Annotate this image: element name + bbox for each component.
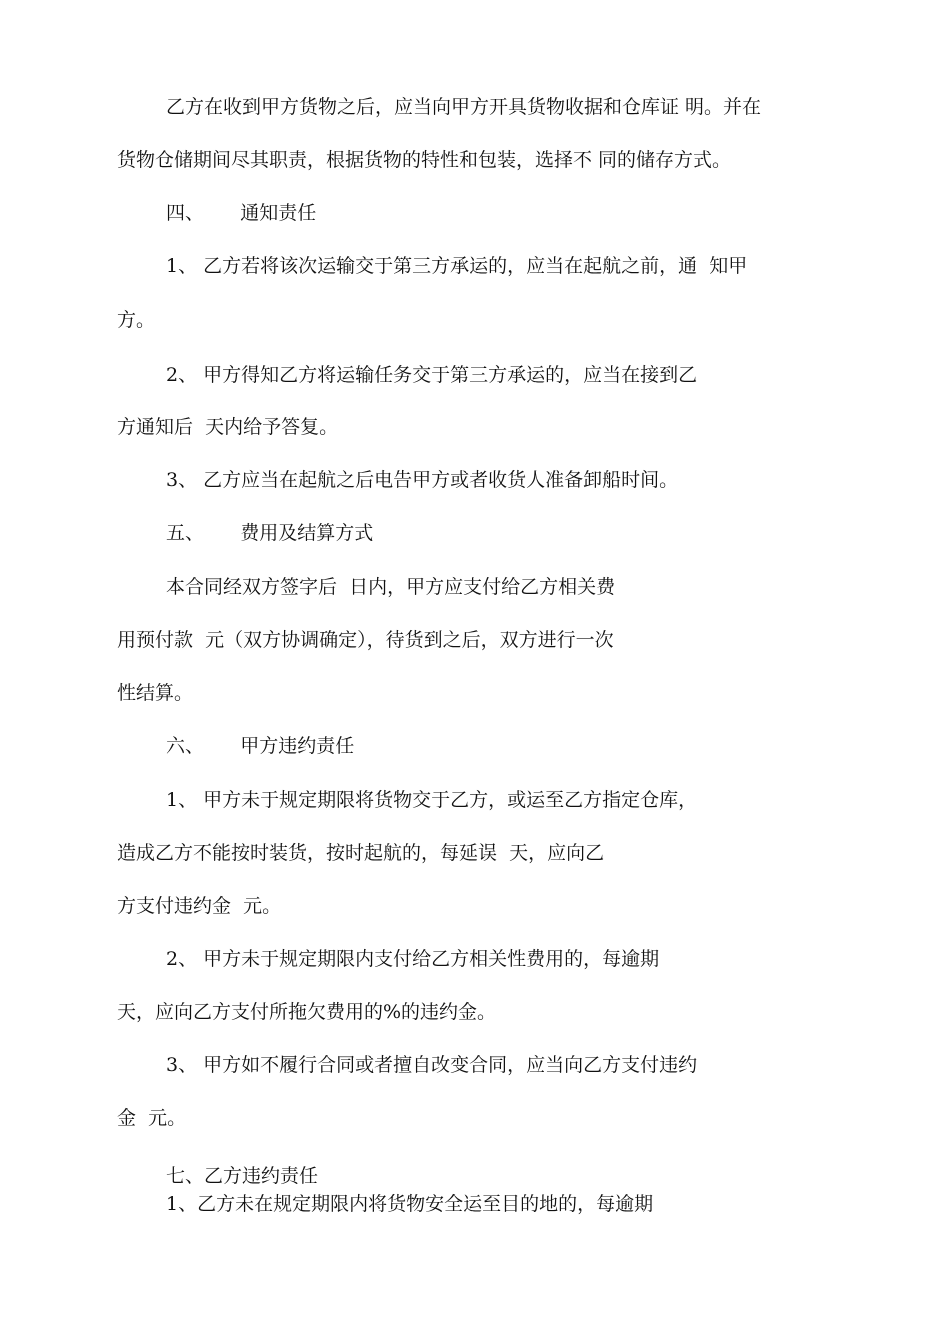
text-line: 天，应向乙方支付所拖欠费用的%的违约金。 — [117, 1001, 497, 1023]
section-heading: 四、 通知责任 — [166, 202, 317, 224]
text-line: 1、 乙方若将该次运输交于第三方承运的，应当在起航之前，通 知甲 — [166, 255, 748, 277]
text-line: 1、乙方未在规定期限内将货物安全运至目的地的，每逾期 — [166, 1193, 654, 1215]
text-line: 3、 甲方如不履行合同或者擅自改变合同，应当向乙方支付违约 — [166, 1054, 698, 1076]
text-line: 性结算。 — [117, 682, 194, 704]
text-line: 货物仓储期间尽其职责，根据货物的特性和包装，选择不 同的储存方式。 — [117, 149, 732, 171]
text-line: 造成乙方不能按时装货，按时起航的，每延误 天，应向乙 — [117, 842, 605, 864]
text-line: 乙方在收到甲方货物之后，应当向甲方开具货物收据和仓库证 明。并在 — [166, 96, 762, 118]
text-line: 方通知后 天内给予答复。 — [117, 416, 339, 438]
section-heading: 五、 费用及结算方式 — [166, 522, 374, 544]
text-line: 2、 甲方未于规定期限内支付给乙方相关性费用的，每逾期 — [166, 948, 660, 970]
text-line: 金 元。 — [117, 1107, 187, 1129]
text-line: 本合同经双方签字后 日内，甲方应支付给乙方相关费 — [166, 576, 616, 598]
section-heading: 六、 甲方违约责任 — [166, 735, 355, 757]
text-line: 1、 甲方未于规定期限将货物交于乙方，或运至乙方指定仓库， — [166, 789, 698, 811]
section-heading: 七、乙方违约责任 — [166, 1165, 319, 1187]
text-line: 方。 — [117, 309, 156, 331]
text-line: 2、 甲方得知乙方将运输任务交于第三方承运的，应当在接到乙 — [166, 364, 698, 386]
text-line: 3、 乙方应当在起航之后电告甲方或者收货人准备卸船时间。 — [166, 469, 679, 491]
text-line: 方支付违约金 元。 — [117, 895, 282, 917]
text-line: 用预付款 元（双方协调确定），待货到之后，双方进行一次 — [117, 629, 614, 651]
